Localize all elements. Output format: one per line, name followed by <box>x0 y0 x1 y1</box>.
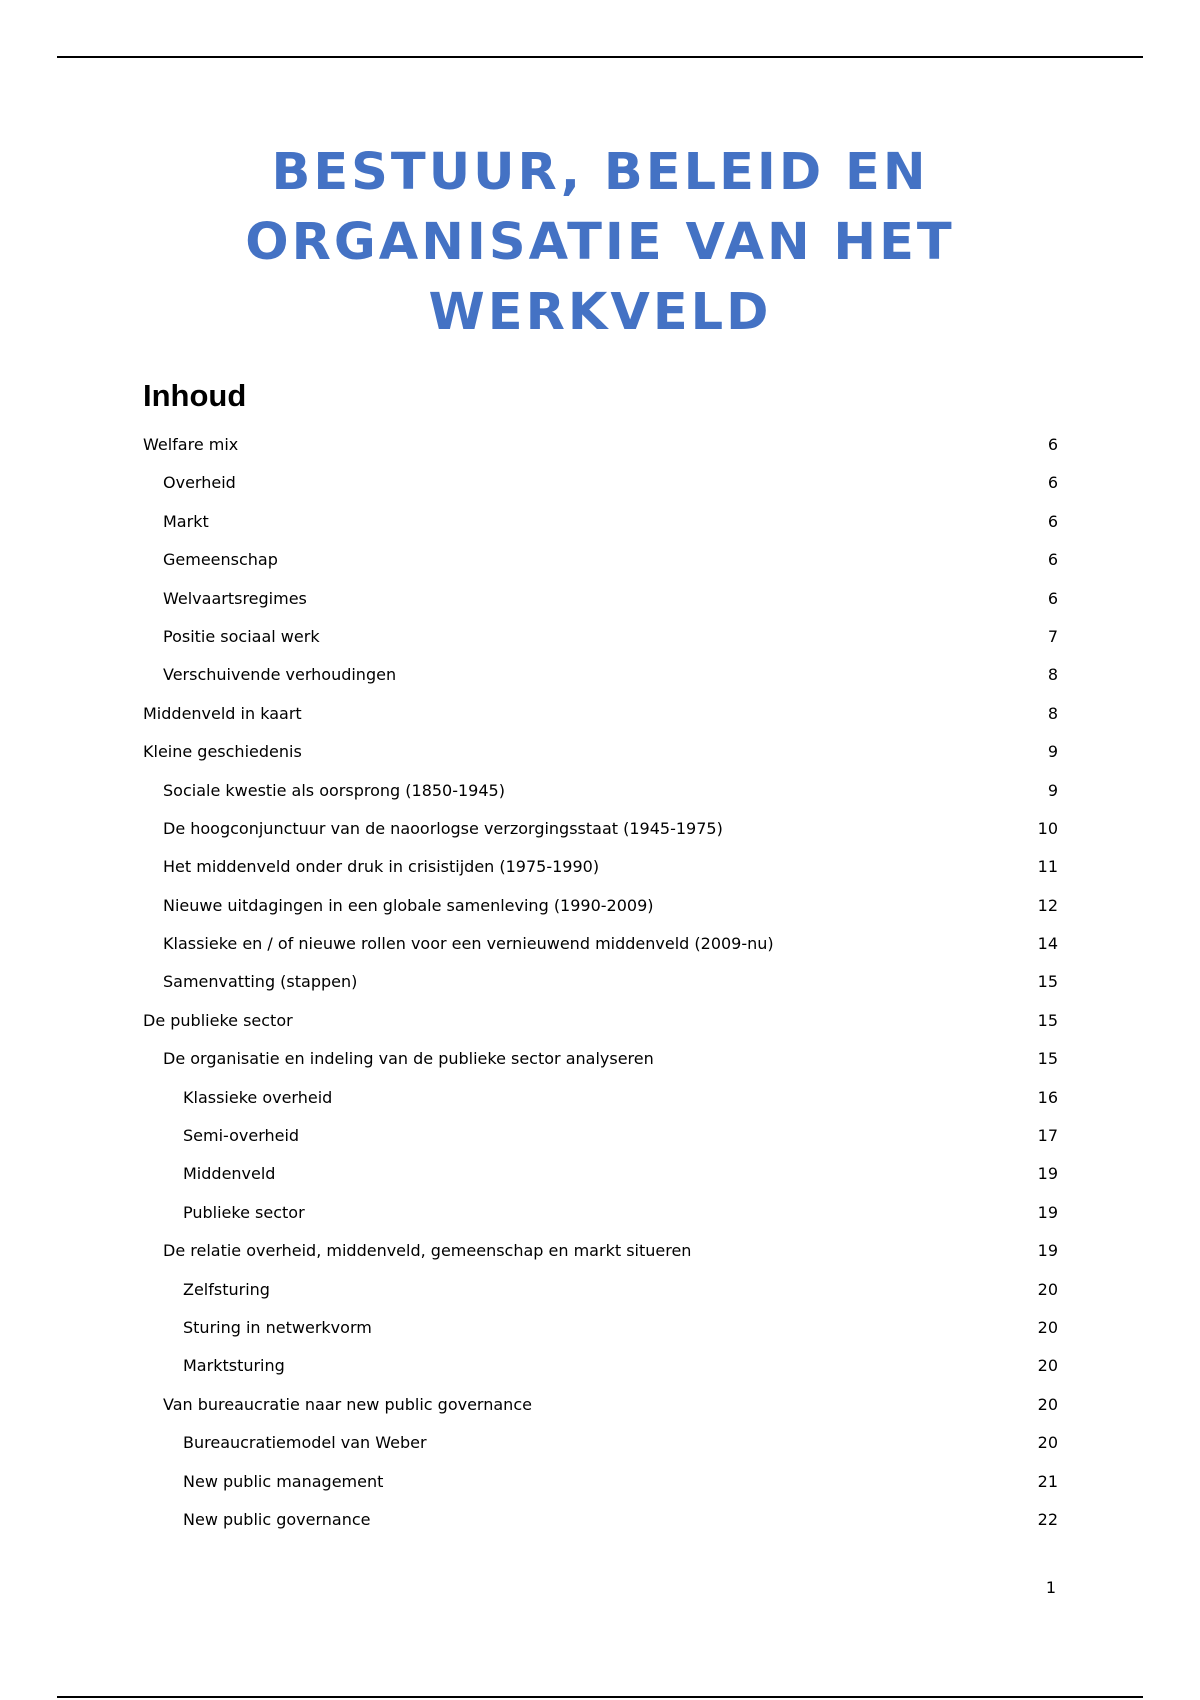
toc-entry-label: Sturing in netwerkvorm <box>183 1317 372 1337</box>
toc-entry-label: Overheid <box>163 473 236 493</box>
toc-entry[interactable] <box>143 1119 1058 1157</box>
toc-entry-label: Markt <box>163 511 209 531</box>
toc-entry[interactable] <box>143 697 1058 735</box>
toc-entry-label: Het middenveld onder druk in crisistijden (1975-1990) <box>163 857 600 877</box>
toc-entry[interactable] <box>143 1234 1058 1272</box>
toc-entry[interactable] <box>143 1196 1058 1234</box>
toc-dot-leader <box>294 1006 1037 1026</box>
toc-dot-leader <box>237 468 1047 488</box>
toc-entry-page: 7 <box>1047 626 1058 646</box>
toc-entry-label: De publieke sector <box>143 1010 293 1030</box>
toc-entry[interactable] <box>143 543 1058 581</box>
toc-dot-leader <box>775 929 1037 949</box>
toc-entry-label: Marktsturing <box>183 1356 285 1376</box>
toc-dot-leader <box>655 1044 1037 1064</box>
toc-entry-label: New public management <box>183 1471 384 1491</box>
toc-dot-leader <box>358 967 1036 987</box>
toc-entry-label: Bureaucratiemodel van Weber <box>183 1433 427 1453</box>
toc-dot-leader <box>655 891 1037 911</box>
toc-entry[interactable] <box>143 927 1058 965</box>
toc-entry[interactable] <box>143 505 1058 543</box>
toc-entry-page: 11 <box>1037 857 1058 877</box>
toc-dot-leader <box>321 622 1047 642</box>
toc-entry-page: 9 <box>1047 742 1058 762</box>
toc-entry-page: 19 <box>1037 1164 1058 1184</box>
toc-entry-page: 16 <box>1037 1087 1058 1107</box>
toc-entry[interactable] <box>143 658 1058 696</box>
toc-entry-page: 20 <box>1037 1433 1058 1453</box>
toc-entry[interactable] <box>143 582 1058 620</box>
toc-entry[interactable] <box>143 620 1058 658</box>
toc-entry[interactable] <box>143 1157 1058 1195</box>
toc-dot-leader <box>724 814 1037 834</box>
toc-entry-label: Klassieke overheid <box>183 1087 333 1107</box>
toc-dot-leader <box>372 1505 1037 1525</box>
toc-entry-page: 8 <box>1047 665 1058 685</box>
toc-entry-label: Semi-overheid <box>183 1126 300 1146</box>
toc-dot-leader <box>384 1467 1036 1487</box>
toc-entry-label: Welvaartsregimes <box>163 588 307 608</box>
toc-entry[interactable] <box>143 1004 1058 1042</box>
toc-entry-page: 20 <box>1037 1394 1058 1414</box>
toc-entry-label: Publieke sector <box>183 1202 305 1222</box>
toc-dot-leader <box>600 852 1037 872</box>
toc-entry[interactable] <box>143 1273 1058 1311</box>
toc-entry[interactable] <box>143 1388 1058 1426</box>
toc-entry-page: 9 <box>1047 780 1058 800</box>
toc-entry-label: Nieuwe uitdagingen in een globale samenleving (1990-2009) <box>163 895 654 915</box>
document-title <box>150 138 1050 348</box>
toc-entry[interactable] <box>143 1081 1058 1119</box>
toc-entry-page: 15 <box>1037 1010 1058 1030</box>
toc-entry-page: 6 <box>1047 550 1058 570</box>
toc-entry-label: Samenvatting (stappen) <box>163 972 358 992</box>
toc-entry[interactable] <box>143 774 1058 812</box>
toc-dot-leader <box>286 1351 1037 1371</box>
toc-entry[interactable] <box>143 965 1058 1003</box>
toc-entry[interactable] <box>143 1426 1058 1464</box>
toc-entry-label: Van bureaucratie naar new public governance <box>163 1394 532 1414</box>
toc-dot-leader <box>276 1159 1036 1179</box>
title-line: BESTUUR, BELEID EN <box>271 143 929 202</box>
toc-entry-page: 14 <box>1037 934 1058 954</box>
page-bottom-rule <box>57 1696 1143 1698</box>
toc-entry-label: Kleine geschiedenis <box>143 742 302 762</box>
toc-entry-page: 20 <box>1037 1279 1058 1299</box>
toc-entry[interactable] <box>143 850 1058 888</box>
toc-dot-leader <box>303 699 1047 719</box>
toc-dot-leader <box>692 1236 1036 1256</box>
toc-entry-page: 15 <box>1037 972 1058 992</box>
toc-entry-label: Middenveld in kaart <box>143 703 302 723</box>
toc-entry[interactable] <box>143 428 1058 466</box>
toc-entry[interactable] <box>143 1311 1058 1349</box>
toc-dot-leader <box>506 776 1047 796</box>
page-top-rule <box>57 56 1143 58</box>
toc-entry-label: De organisatie en indeling van de publieke sector analyseren <box>163 1049 654 1069</box>
toc-dot-leader <box>279 545 1047 565</box>
toc-entry-label: New public governance <box>183 1509 371 1529</box>
toc-entry-page: 8 <box>1047 703 1058 723</box>
toc-entry[interactable] <box>143 735 1058 773</box>
toc-dot-leader <box>271 1275 1037 1295</box>
toc-entry-label: Verschuivende verhoudingen <box>163 665 397 685</box>
toc-entry-page: 22 <box>1037 1509 1058 1529</box>
toc-entry-label: Welfare mix <box>143 435 239 454</box>
toc-entry-label: Middenveld <box>183 1164 276 1184</box>
toc-entry-label: Sociale kwestie als oorsprong (1850-1945) <box>163 780 505 800</box>
toc-dot-leader <box>428 1428 1037 1448</box>
toc-entry-page: 20 <box>1037 1356 1058 1376</box>
toc-entry-page: 6 <box>1047 473 1058 493</box>
toc-dot-leader <box>210 507 1047 527</box>
toc-entry-page: 6 <box>1047 511 1058 531</box>
table-of-contents <box>143 428 1058 1541</box>
toc-dot-leader <box>373 1313 1037 1333</box>
toc-entry-label: Zelfsturing <box>183 1279 270 1299</box>
toc-entry-page: 19 <box>1037 1241 1058 1261</box>
toc-dot-leader <box>239 430 1047 450</box>
toc-dot-leader <box>397 660 1047 680</box>
title-line: WERKVELD <box>428 283 772 342</box>
toc-entry-page: 15 <box>1037 1049 1058 1069</box>
toc-entry[interactable] <box>143 1349 1058 1387</box>
toc-entry-page: 6 <box>1047 588 1058 608</box>
toc-entry-label: De hoogconjunctuur van de naoorlogse verzorgingsstaat (1945-1975) <box>163 818 723 838</box>
toc-entry-page: 12 <box>1037 895 1058 915</box>
toc-entry-page: 10 <box>1037 818 1058 838</box>
toc-entry-label: Gemeenschap <box>163 550 278 570</box>
toc-heading: Inhoud <box>143 378 247 413</box>
toc-entry[interactable] <box>143 1503 1058 1541</box>
toc-entry-page: 6 <box>1047 435 1058 454</box>
toc-entry-page: 20 <box>1037 1317 1058 1337</box>
toc-entry[interactable] <box>143 889 1058 927</box>
toc-dot-leader <box>333 1083 1036 1103</box>
toc-entry[interactable] <box>143 466 1058 504</box>
toc-dot-leader <box>533 1390 1037 1410</box>
toc-dot-leader <box>303 737 1047 757</box>
toc-entry[interactable] <box>143 1042 1058 1080</box>
toc-dot-leader <box>306 1198 1037 1218</box>
toc-dot-leader <box>308 584 1047 604</box>
toc-entry-label: Klassieke en / of nieuwe rollen voor een vernieuwend middenveld (2009-nu) <box>163 934 774 954</box>
page-number: 1 <box>1045 1578 1056 1597</box>
toc-entry-label: De relatie overheid, middenveld, gemeenschap en markt situeren <box>163 1241 692 1261</box>
toc-entry-label: Positie sociaal werk <box>163 626 320 646</box>
toc-dot-leader <box>300 1121 1037 1141</box>
toc-entry[interactable] <box>143 1465 1058 1503</box>
toc-entry-page: 21 <box>1037 1471 1058 1491</box>
toc-entry[interactable] <box>143 812 1058 850</box>
toc-entry-page: 17 <box>1037 1126 1058 1146</box>
toc-entry-page: 19 <box>1037 1202 1058 1222</box>
title-line: ORGANISATIE VAN HET <box>245 213 955 272</box>
